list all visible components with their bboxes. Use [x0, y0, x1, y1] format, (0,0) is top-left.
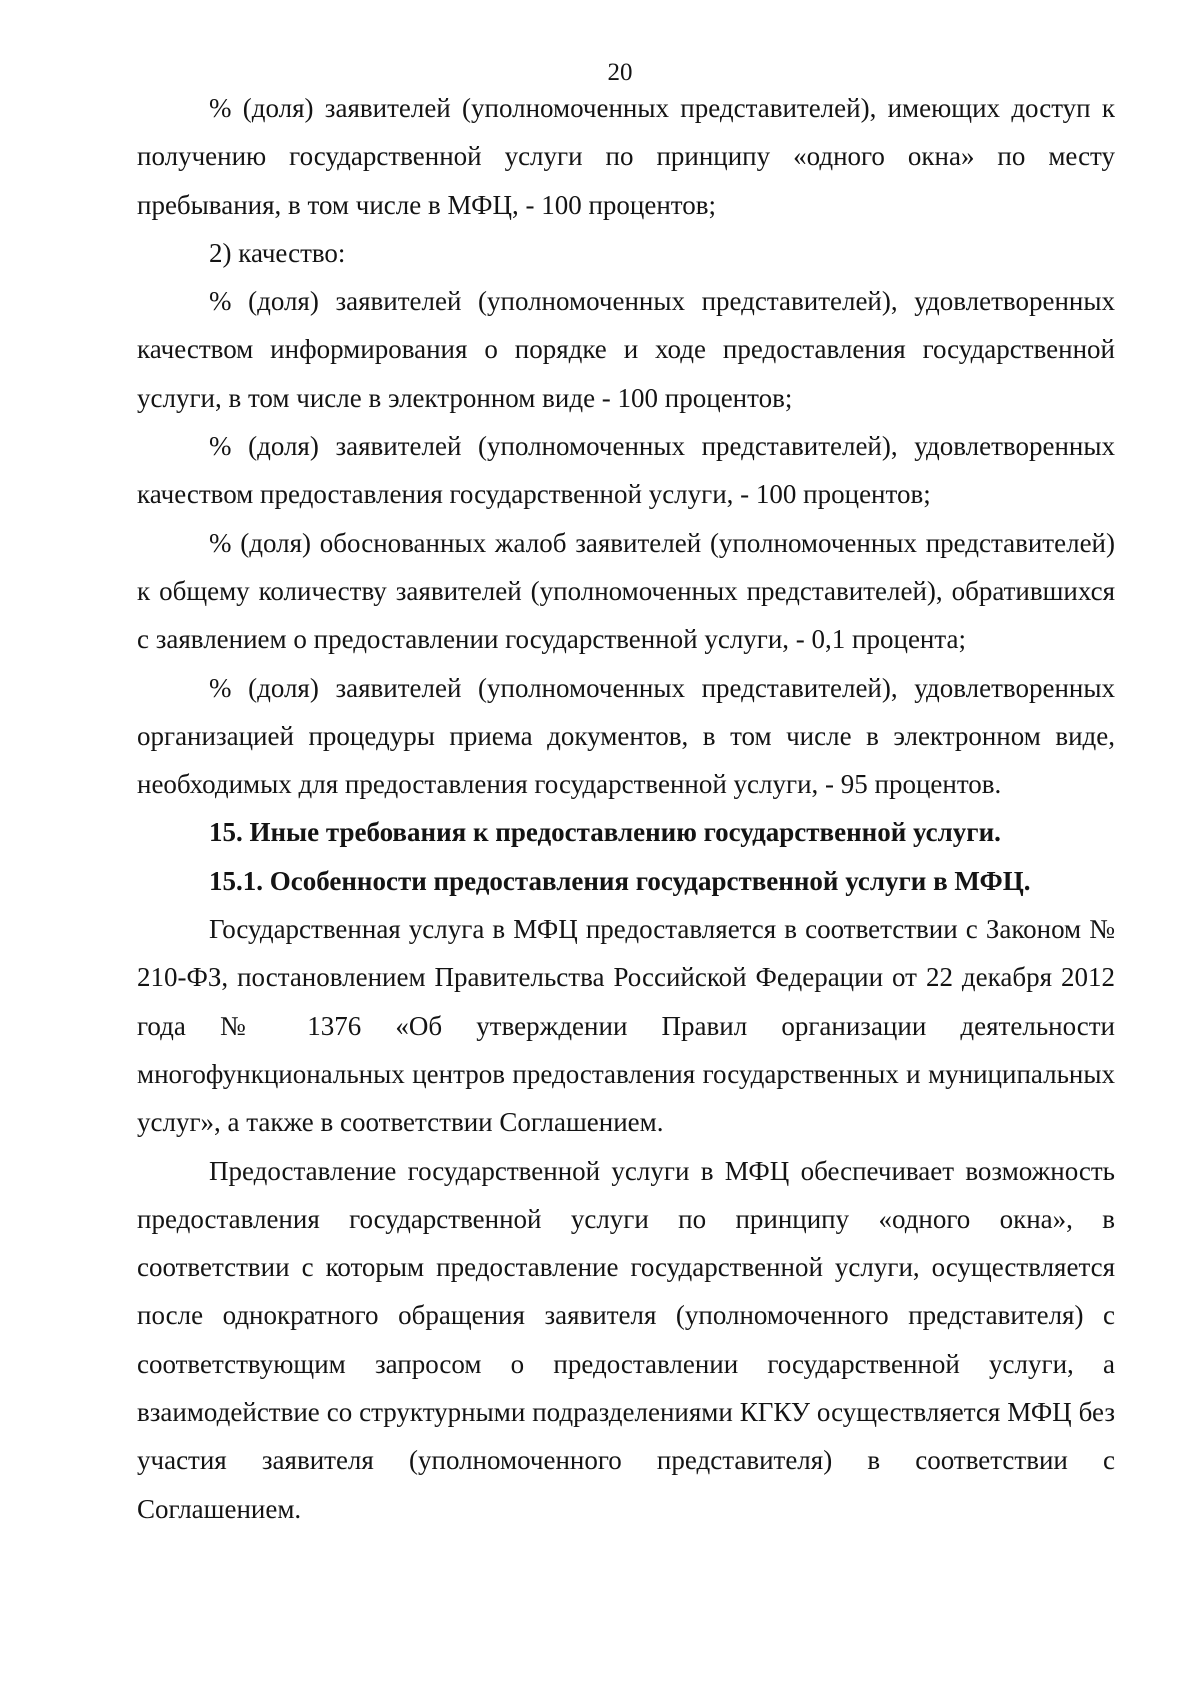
- paragraph-access-share: % (доля) заявителей (уполномоченных представителей), имеющих доступ к получению государственной услуги по принципу «одного окна» по месту пребывания, в том числе в МФЦ, - 100 процентов;: [137, 93, 1115, 220]
- document-body: [137, 84, 1115, 1533]
- paragraph-one-window-principle: Предоставление государственной услуги в МФЦ обеспечивает возможность предоставления государственной услуги по принципу «одного окна», в соответствии с которым предоставление государственной услуги, осуществляется после однократного обращения заявителя (уполномоченного представителя) с соответствующим запросом о предоставлении государственной услуги, а взаимодействие со структурными подразделениями КГКУ осуществляется МФЦ без участия заявителя (уполномоченного представителя) в соответствии с Соглашением.: [137, 1155, 1115, 1524]
- paragraph-quality-heading: 2) качество:: [209, 237, 346, 268]
- paragraph-complaints-share: % (доля) обоснованных жалоб заявителей (уполномоченных представителей) к общему количеству заявителей (уполномоченных представителей), обратившихся с заявлением о предоставлении государственной услуги, - 0,1 процента;: [137, 527, 1115, 655]
- section-heading-15: 15. Иные требования к предоставлению государственной услуги.: [209, 817, 1001, 848]
- section-heading-15-1: 15.1. Особенности предоставления государственной услуги в МФЦ.: [209, 865, 1031, 896]
- paragraph-informing-quality: % (доля) заявителей (уполномоченных представителей), удовлетворенных качеством информирования о порядке и ходе предоставления государственной услуги, в том числе в электронном виде - 100 процентов;: [137, 286, 1115, 413]
- paragraph-document-reception: % (доля) заявителей (уполномоченных представителей), удовлетворенных организацией процедуры приема документов, в том числе в электронном виде, необходимых для предоставления государственной услуги, - 95 процентов.: [137, 672, 1115, 800]
- page-number: 20: [607, 59, 633, 86]
- paragraph-mfc-legal-basis: Государственная услуга в МФЦ предоставляется в соответствии с Законом № 210-ФЗ, постановлением Правительства Российской Федерации от 22 декабря 2012 года № 1376 «Об утверждении Правил организации деятельности многофункциональных центров предоставления государственных и муниципальных услуг», а также в соответствии Соглашением.: [137, 914, 1115, 1138]
- paragraph-service-quality: % (доля) заявителей (уполномоченных представителей), удовлетворенных качеством предоставления государственной услуги, - 100 процентов;: [137, 431, 1115, 510]
